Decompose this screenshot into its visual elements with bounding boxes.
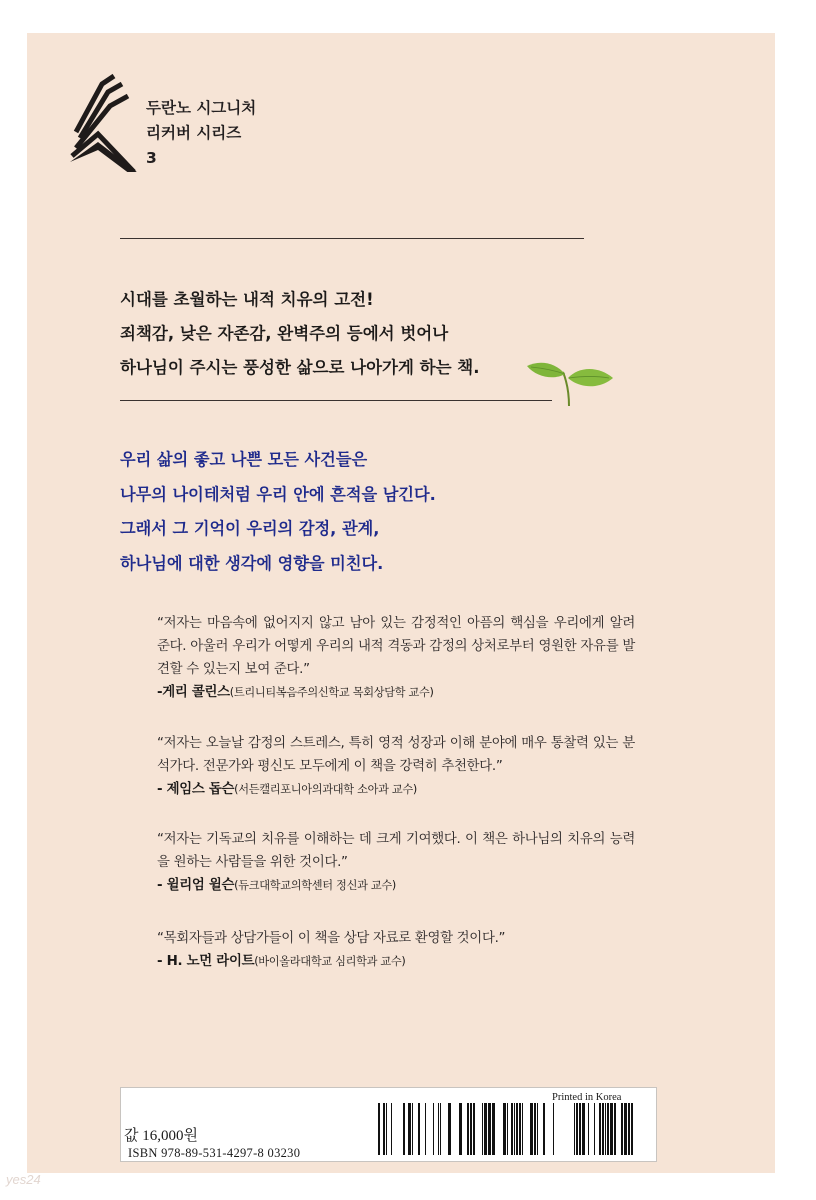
author-affiliation: (트리니티복음주의신학교 목회상담학 교수) — [229, 686, 434, 699]
series-label — [146, 96, 256, 171]
series-line-2: 리커버 시리즈 — [146, 124, 242, 142]
printed-in-label: Printed in Korea — [552, 1092, 622, 1103]
endorsement — [157, 732, 635, 801]
author-affiliation: (바이올라대학교 심리학과 교수) — [254, 955, 406, 968]
price-label: 값 16,000원 — [124, 1128, 198, 1144]
series-number: 3 — [146, 149, 157, 167]
endorsement-author — [157, 778, 635, 801]
endorsement-text: “목회자들과 상담가들이 이 책을 상담 자료로 환영할 것이다.” — [157, 931, 506, 946]
author-affiliation: (서든캘리포니아의과대학 소아과 교수) — [234, 783, 417, 796]
sprout-icon — [525, 352, 620, 406]
highlight-line: 그래서 그 기억이 우리의 감정, 관계, — [120, 519, 380, 538]
endorsement-author — [157, 874, 635, 897]
highlight-line: 나무의 나이테처럼 우리 안에 흔적을 남긴다. — [120, 484, 436, 504]
isbn-label: ISBN 978-89-531-4297-8 03230 — [128, 1146, 301, 1160]
author-name: - 윌리엄 윌슨 — [157, 878, 235, 893]
author-name: - 제임스 돕슨 — [157, 782, 235, 797]
highlight-line: 하나님에 대한 생각에 영향을 미친다. — [120, 553, 384, 573]
tagline-line: 하나님이 주시는 풍성한 삶으로 나아가게 하는 책. — [120, 358, 480, 377]
author-affiliation: (듀크대학교의학센터 정신과 교수) — [234, 879, 396, 892]
top-divider — [120, 238, 584, 239]
endorsement — [157, 612, 635, 704]
tagline-line: 죄책감, 낮은 자존감, 완벽주의 등에서 벗어나 — [120, 324, 449, 343]
endorsement-text: “저자는 기독교의 치유를 이해하는 데 크게 기여했다. 이 책은 하나님의 치유의 능력을 원하는 사람들을 위한 것이다.” — [157, 832, 635, 870]
book-pages-icon — [68, 72, 148, 172]
endorsements — [157, 612, 635, 973]
back-cover — [27, 33, 775, 1173]
barcode-icon — [378, 1103, 636, 1155]
endorsement-author — [157, 950, 635, 973]
tagline — [120, 283, 480, 385]
highlight-text — [120, 443, 436, 581]
endorsement-author — [157, 681, 635, 704]
author-name: - H. 노먼 라이트 — [157, 954, 255, 969]
middle-divider — [120, 400, 552, 401]
author-name: -게리 콜린스 — [157, 685, 230, 700]
endorsement-text: “저자는 마음속에 없어지지 않고 남아 있는 감정적인 아픔의 핵심을 우리에게 알려 준다. 아울러 우리가 어떻게 우리의 내적 격동과 감정의 상처로부터 영원한 자유를 발견할 수 있는지 보여 준다.” — [157, 616, 635, 677]
endorsement-text: “저자는 오늘날 감정의 스트레스, 특히 영적 성장과 이해 분야에 매우 통찰력 있는 분석가다. 전문가와 평신도 모두에게 이 책을 강력히 추천한다.” — [157, 736, 635, 774]
highlight-line: 우리 삶의 좋고 나쁜 모든 사건들은 — [120, 450, 368, 469]
tagline-line: 시대를 초월하는 내적 치유의 고전! — [120, 290, 374, 309]
endorsement — [157, 927, 635, 973]
watermark: yes24 — [6, 1172, 41, 1187]
endorsement — [157, 828, 635, 897]
series-line-1: 두란노 시그니처 — [146, 99, 257, 117]
